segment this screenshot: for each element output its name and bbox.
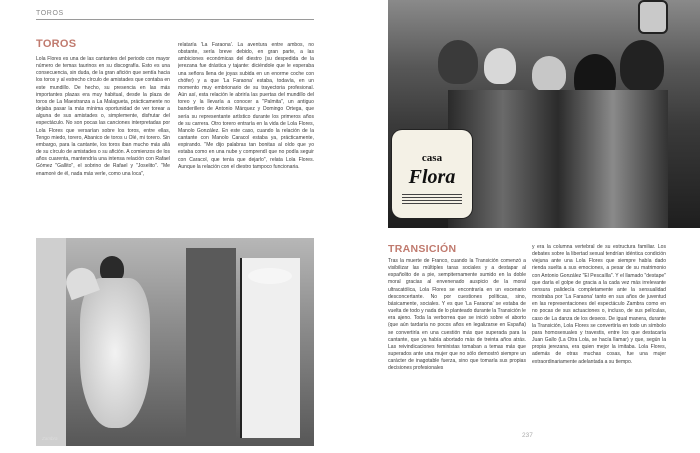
right-page (350, 0, 700, 453)
page-number: 237 (522, 432, 533, 439)
casa-flora-sign (392, 130, 472, 218)
left-column-1 (36, 56, 170, 236)
running-head (36, 6, 314, 20)
section-title-toros: TOROS (36, 38, 77, 50)
right-column-1-text: Tras la muerte de Franco, cuando la Transición comenzó a visibilizar las múltiples taras sociales y a destapar al españolito de a pie, sempiternamente sumido en la doble moral gracias al envenenado auspicio de la moral ultracatólica, Lola Flores se encontraría en un escenario desconcertante. No por cuestiones políticas, sino, básicamente, sociales. Y es que 'La Faraona' se estaba de vuelta de todo y nada de lo planteado durante la Transición le era ajeno. Toda la verborrea que se inició sobre el aborto (que aún tardaría no pocos años en legalizarse en España) se convertiría en una cuestión más que superada para la cantante, que ya había abortado más de treinta años atrás. Las reivindicaciones feministas tomaban a temas más que superados ante una mujer que no sólo demostró siempre un carácter de inagotable fuerza, sino que tomaría sus propias decisiones profesionales (388, 258, 526, 372)
right-column-2-text: y era la columna vertebral de su estructura familiar. Los debates sobre la libertad sexual tendrían idéntica condición viejuna ante una Lola Flores que siempre había dado rienda suelta a sus emociones, a pesar de su matrimonio con Antonio González "El Pescaílla". Y el llamado "destape" que daría el golpe de gracia a la cada vez más irrelevante censura palidecía completamente ante la sensualidad mostraba por 'La Faraona' tanto en sus años de juventud en las representaciones del espectáculo Zambra como en no pocas de sus actuaciones o, incluso, de sus películas, caso de La danza de los deseos. De igual manera, durante la Transición, Lola Flores se convertiría en todo un símbolo para homosexuales y travestis, entre los que destacaría Juan Gallo (La Otra Lola, se hacía llamar) y que, según la propia jerezana, era quien mejor la imitaba. Lola Flores, además de otras muchas cosas, fue una mujer extraordinariamente adelantada a su tiempo. (532, 244, 666, 365)
left-column-2-text: relataría 'La Faraona'. La aventura entre ambos, no obstante, sería breve debido, en gran parte, a las ambiciones económicas del diestro (su despedida de la jerezana fue drástica y tajante: diciéndole que le esperaba una señora llena de joyas subida en un enorme coche con chófer) y a que 'La Faraona' estaba, todavía, en un momento muy embrionario de su trayectoria profesional. Aún así, esta relación le abriría las puertas del mundillo del toreo y la llevaría a conocer a "Palmita", un antiguo banderillero de Antonio Márquez y Domingo Ortega, que sería su representante artístico durante los primeros años de su carrera. Otro torero entraría en la vida de Lola Flores, Manolo González. En este caso, cuando la relación de la cantante con Manolo Caracol estaba ya, prácticamente, expirando. "Me dijo palabras tan bonitas al oído que yo estaba como en una nube y comprendí que no podía seguir con Caracol, que tenía que dejarlo", relata Lola Flores. Aunque la relación con el diestro tampoco funcionaria. (178, 42, 314, 170)
section-title-transicion: TRANSICIÓN (388, 243, 457, 255)
hanging-lamp (638, 0, 668, 34)
right-column-2 (532, 244, 666, 432)
left-column-2 (178, 42, 314, 238)
sign-line-1: casa (421, 152, 443, 164)
dancer-dress (80, 278, 150, 428)
woman-hair-2 (484, 48, 516, 84)
woman-hair-5 (620, 40, 664, 92)
woman-hair-1 (438, 40, 478, 84)
left-column-1-text: Lola Flores es una de las cantantes del periodo con mayor número de temas taurinos en su discografía. Esto es una consecuencia, sin duda, de la gran afición que sentía hacia los toros y al estrecho círculo de amistades que contaba en este mundillo. De hecho, su presencia en las más importantes plazas era muy habitual, desde la plaza de toros de La Maestranza a La Malagueta, prácticamente no dejaba pasar la más mínima oportunidad de ver torear a alguna de sus amistades o, simplemente, disfrutar del espectáculo. No son pocas las canciones interpretadas por Lola Flores que versarían sobre los toros, entre ellas, Tengo miedo, torero, Abanico de toros u Olé, mi torero. Sin embargo, para la cantante, los toros iban mucho más allá de su círculo de amistades o su afición. A comienzos de los años cuarenta, mantendría una intensa relación con Rafael Gómez "Gallito", el sobrino de Rafael y "Joselito". "Me enamoré de él, nada más verle, como una loca", (36, 56, 170, 177)
photo-casa-flora (388, 0, 700, 228)
photo-screen (240, 258, 300, 438)
women-dresses (448, 90, 668, 228)
sign-line-2: Flora (408, 166, 456, 188)
sign-small-print (402, 194, 462, 206)
photo-doorway (186, 248, 236, 438)
photo-caption: Zambra (42, 436, 58, 441)
photo-wall (36, 238, 66, 446)
right-column-1 (388, 258, 526, 444)
running-head-label: TOROS (36, 10, 64, 17)
woman-hair-3 (532, 56, 566, 92)
photo-flamenco-dancer (36, 238, 314, 446)
scenery-prop (248, 268, 292, 284)
